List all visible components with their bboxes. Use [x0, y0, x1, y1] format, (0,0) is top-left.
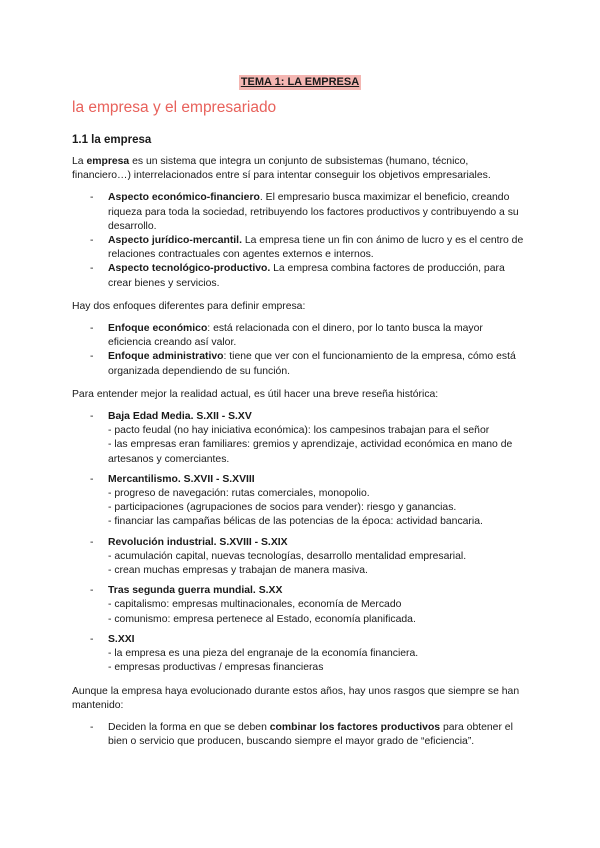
enfoque-text: : tiene que ver con el funcionamiento de la empresa, cómo está organizada dependiendo de su función. — [108, 351, 516, 377]
list-item — [72, 350, 528, 378]
historia-list — [72, 410, 528, 675]
period-line: - las empresas eran familiares: gremios y aprendizaje, actividad económica en mano de artesanos y comerciantes. — [108, 439, 513, 465]
period-label: Baja Edad Media. S.XII - S.XV — [108, 411, 252, 423]
enfoques-intro: Hay dos enfoques diferentes para definir empresa: — [72, 300, 306, 312]
list-item — [72, 234, 528, 262]
period-label: S.XXI — [108, 633, 135, 645]
document-title: TEMA 1: LA EMPRESA — [240, 76, 360, 88]
period-line: - crean muchas empresas y trabajan de manera masiva. — [108, 565, 368, 577]
aspects-list — [72, 191, 528, 290]
section-heading: la empresa y el empresariado — [72, 99, 277, 116]
title-wrap — [0, 72, 600, 90]
period-line: - comunismo: empresa pertenece al Estado, economía planificada. — [108, 613, 416, 625]
rasgo-post: para obtener el bien o servicio que producen, buscando siempre el mayor grado de “eficiencia”. — [108, 721, 513, 748]
aspect-label: Aspecto jurídico-mercantil. — [108, 235, 242, 247]
list-item — [72, 536, 528, 579]
list-item — [72, 322, 528, 350]
period-line: - acumulación capital, nuevas tecnologías, desarrollo mentalidad empresarial. — [108, 550, 467, 562]
period-line: - progreso de navegación: rutas comerciales, monopolio. — [108, 488, 370, 500]
enfoque-label: Enfoque administrativo — [108, 351, 224, 363]
rasgos-list — [72, 721, 528, 749]
aspect-text: La empresa combina factores de producción, para crear bienes y servicios. — [108, 263, 505, 289]
aspect-label: Aspecto económico-financiero — [108, 192, 260, 204]
period-line: - empresas productivas / empresas financieras — [108, 662, 324, 674]
list-item — [72, 721, 528, 749]
historia-intro: Para entender mejor la realidad actual, es útil hacer una breve reseña histórica: — [72, 388, 439, 400]
aspect-text: . El empresario busca maximizar el beneficio, creando riqueza para toda la sociedad, retribuyendo los factores productivos y contribuyendo a su desarrollo. — [108, 192, 519, 232]
enfoques-list — [72, 322, 528, 379]
period-label: Tras segunda guerra mundial. S.XX — [108, 585, 283, 597]
rasgos-intro: Aunque la empresa haya evolucionado durante estos años, hay unos rasgos que siempre se han mantenido: — [72, 685, 520, 711]
intro-paragraph — [72, 155, 528, 183]
period-line: - capitalismo: empresas multinacionales, economía de Mercado — [108, 599, 402, 611]
list-item — [72, 262, 528, 290]
list-item — [72, 410, 528, 467]
period-line: - pacto feudal (no hay iniciativa económica): los campesinos trabajan para el señor — [108, 425, 490, 437]
period-line: - participaciones (agrupaciones de socios para vender): riesgo y ganancias. — [108, 502, 457, 514]
aspect-text: La empresa tiene un fin con ánimo de lucro y es el centro de relaciones contractuales con agentes externos e internos. — [108, 235, 524, 261]
aspect-label: Aspecto tecnológico-productivo. — [108, 263, 271, 275]
period-line: - financiar las campañas bélicas de las potencias de la época: actividad bancaria. — [108, 516, 483, 528]
list-item — [72, 191, 528, 234]
list-item — [72, 584, 528, 627]
period-label: Revolución industrial. S.XVIII - S.XIX — [108, 536, 288, 548]
rasgo-bold: combinar los factores productivos — [269, 721, 441, 733]
document-body — [72, 155, 528, 758]
intro-pre: La — [72, 156, 87, 167]
rasgo-pre: Deciden la forma en que se deben — [108, 721, 270, 733]
intro-rest: es un sistema que integra un conjunto de subsistemas (humano, técnico, financiero…) interrelacionados entre sí para intentar conseguir los objetivos empresariales. — [72, 156, 491, 182]
period-label: Mercantilismo. S.XVII - S.XVIII — [108, 473, 255, 485]
subsection-heading: 1.1 la empresa — [72, 134, 152, 146]
period-line: - la empresa es una pieza del engranaje de la economía financiera. — [108, 648, 419, 660]
enfoque-text: : está relacionada con el dinero, por lo tanto busca la mayor eficiencia creando así valor. — [108, 323, 483, 349]
list-item — [72, 633, 528, 676]
list-item — [72, 473, 528, 530]
intro-bold: empresa — [86, 156, 130, 167]
enfoque-label: Enfoque económico — [108, 323, 208, 335]
